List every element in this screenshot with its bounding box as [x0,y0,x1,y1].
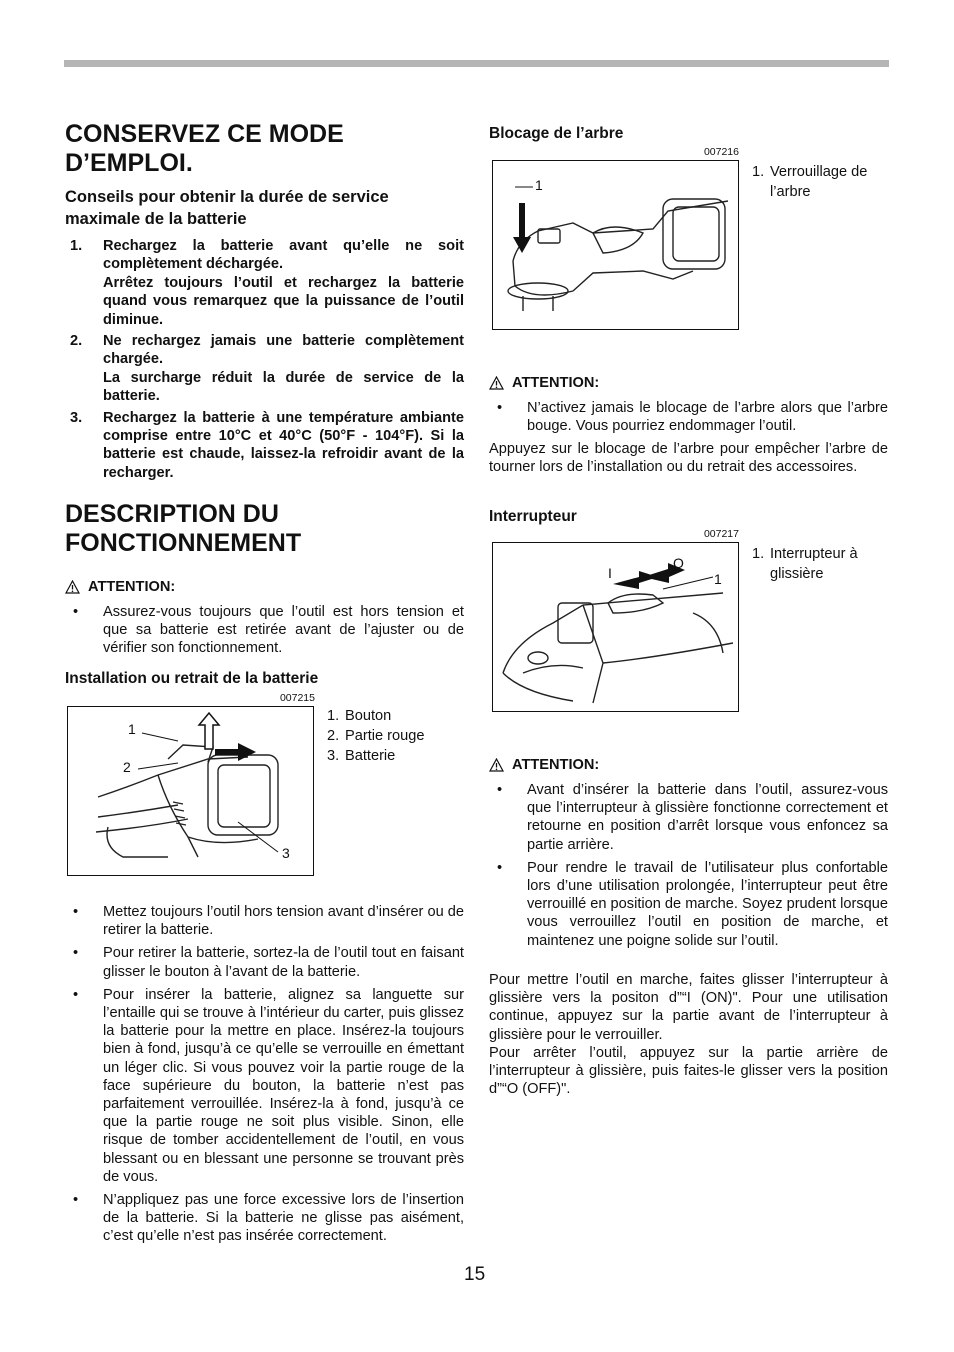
attention-label: ATTENTION: [512,375,600,391]
attention-label: ATTENTION: [512,757,600,773]
page-number: 15 [464,1264,486,1285]
legend-item: 1. Interrupteur à glissière [752,546,858,582]
legend-item: 1. Verrouillage de l’arbre [752,164,868,200]
battery-figure-legend [327,706,467,766]
install-bullet: • N’appliquez pas une force excessive lors de l’insertion de la batterie. Si la batterie ne glisse pas aisément, c’est qu’elle n’est pas insérée correctement. [73,1192,464,1245]
shaft-lock-legend [752,162,892,202]
description-title: DESCRIPTION DU FONCTIONNEMENT [65,500,302,557]
switch-illustration [493,543,738,711]
battery-tips-heading: Conseils pour obtenir la durée de service maximale de la batterie [65,188,389,228]
install-heading: Installation ou retrait de la batterie [65,670,319,687]
attention-heading [65,579,175,595]
warning-icon [65,580,80,594]
switch-paragraph-off: Pour arrêter l’outil, appuyez sur la partie arrière de l’interrupteur à glissière, puis faites-le glisser vers la position d”“O (OFF)". [489,1045,888,1098]
warning-icon [489,758,504,772]
shaft-lock-heading: Blocage de l’arbre [489,125,624,142]
header-rule [64,60,889,67]
battery-tips-list [65,237,464,485]
attention-item: • N’activez jamais le blocage de l’arbre alors que l’arbre bouge. Vous pourriez endommager l’outil. [497,400,888,435]
callout-2: 2 [123,759,131,775]
legend-item: 3. Batterie [327,748,396,764]
legend-item: 2. Partie rouge [327,728,425,744]
install-bullets [65,903,464,1251]
battery-tip: 2. Ne rechargez jamais une batterie complètement chargée. La surcharge réduit la durée de service de la batterie. [70,333,464,405]
install-bullet: • Pour retirer la batterie, sortez-la de l’outil tout en faisant glisser le bouton à l’avant de la batterie. [73,945,464,980]
shaft-lock-illustration [493,161,738,329]
attention-heading [489,375,599,391]
switch-attention-list [489,781,888,955]
figure-code: 007216 [703,146,739,158]
shaft-attention-list [489,399,888,440]
attention-item: • Pour rendre le travail de l’utilisateur plus confortable lors d’une utilisation prolongée, l’interrupteur peut être verrouillé en position de marche. Soyez prudent lorsque vous verrouillez l’outil en position de marche, et maintenez une poigne solide sur l’outil. [497,859,888,949]
battery-tip: 1. Rechargez la batterie avant qu’elle ne soit complètement déchargée. Arrêtez toujours l’outil et rechargez la batterie quand vous remarquez que la puissance de l’outil diminue. [70,238,464,328]
switch-heading: Interrupteur [489,508,577,525]
attention-item: • Avant d’insérer la batterie dans l’outil, assurez-vous que l’interrupteur à glissière fonctionne correctement et retourne en position d’arrêt lorsque vous enfoncez sa partie arrière. [497,782,888,853]
switch-legend [752,544,892,584]
switch-paragraph-on: Pour mettre l’outil en marche, faites glisser l’interrupteur à glissière vers la positon d”“I (ON)". Pour une utilisation continue, appuyez sur la partie avant de l’interrupteur à glissière pour le verrouiller. [489,972,888,1043]
figure-code: 007215 [279,692,315,704]
shaft-lock-figure [492,160,739,330]
install-bullet: • Pour insérer la batterie, alignez sa languette sur l’entaille qui se trouve à l’intérieur du carter, puis glissez la batterie pour la mettre en place. Insérez-la toujours bien à fond, jusqu’à ce qu’elle se verrouille en émettant un léger clic. Si vous pouvez voir la partie rouge de la face supérieure du bouton, la batterie n’est pas parfaitement verrouillée. Insérez-la à fond, jusqu’à ce que la partie rouge ne soit plus visible. Sinon, elle risque de tomber accidentellement de l’outil, en vous blessant ou en blessant une personne se trouvant près de vous. [73,986,464,1185]
figure-code: 007217 [703,528,739,540]
attention-heading [489,757,599,773]
install-bullet: • Mettez toujours l’outil hors tension avant d’insérer ou de retirer la batterie. [73,904,464,939]
legend-item: 1. Bouton [327,708,392,724]
callout-1: 1 [128,721,136,737]
callout-I: I [608,565,612,581]
attention-label: ATTENTION: [88,579,176,595]
callout-O: O [673,555,684,571]
warning-icon [489,376,504,390]
callout-3: 3 [282,845,290,861]
attention-list [65,603,464,663]
callout-1: 1 [714,571,722,587]
battery-figure [67,706,314,876]
battery-tip: 3. Rechargez la batterie à une température ambiante comprise entre 10°C et 40°C (50°F - 104°F). Si la batterie est chaude, laissez-la refroidir avant de la recharger. [70,409,464,481]
attention-item: • Assurez-vous toujours que l’outil est hors tension et que sa batterie est retirée avant de l’ajuster ou de vérifier son fonctionnement. [73,604,464,657]
callout-1: 1 [535,177,543,193]
switch-figure [492,542,739,712]
shaft-paragraph: Appuyez sur le blocage de l’arbre pour empêcher l’arbre de tourner lors de l’installation ou du retrait des accessoires. [489,441,888,476]
manual-title: CONSERVEZ CE MODE D’EMPLOI. [65,120,344,177]
battery-illustration [68,707,313,875]
